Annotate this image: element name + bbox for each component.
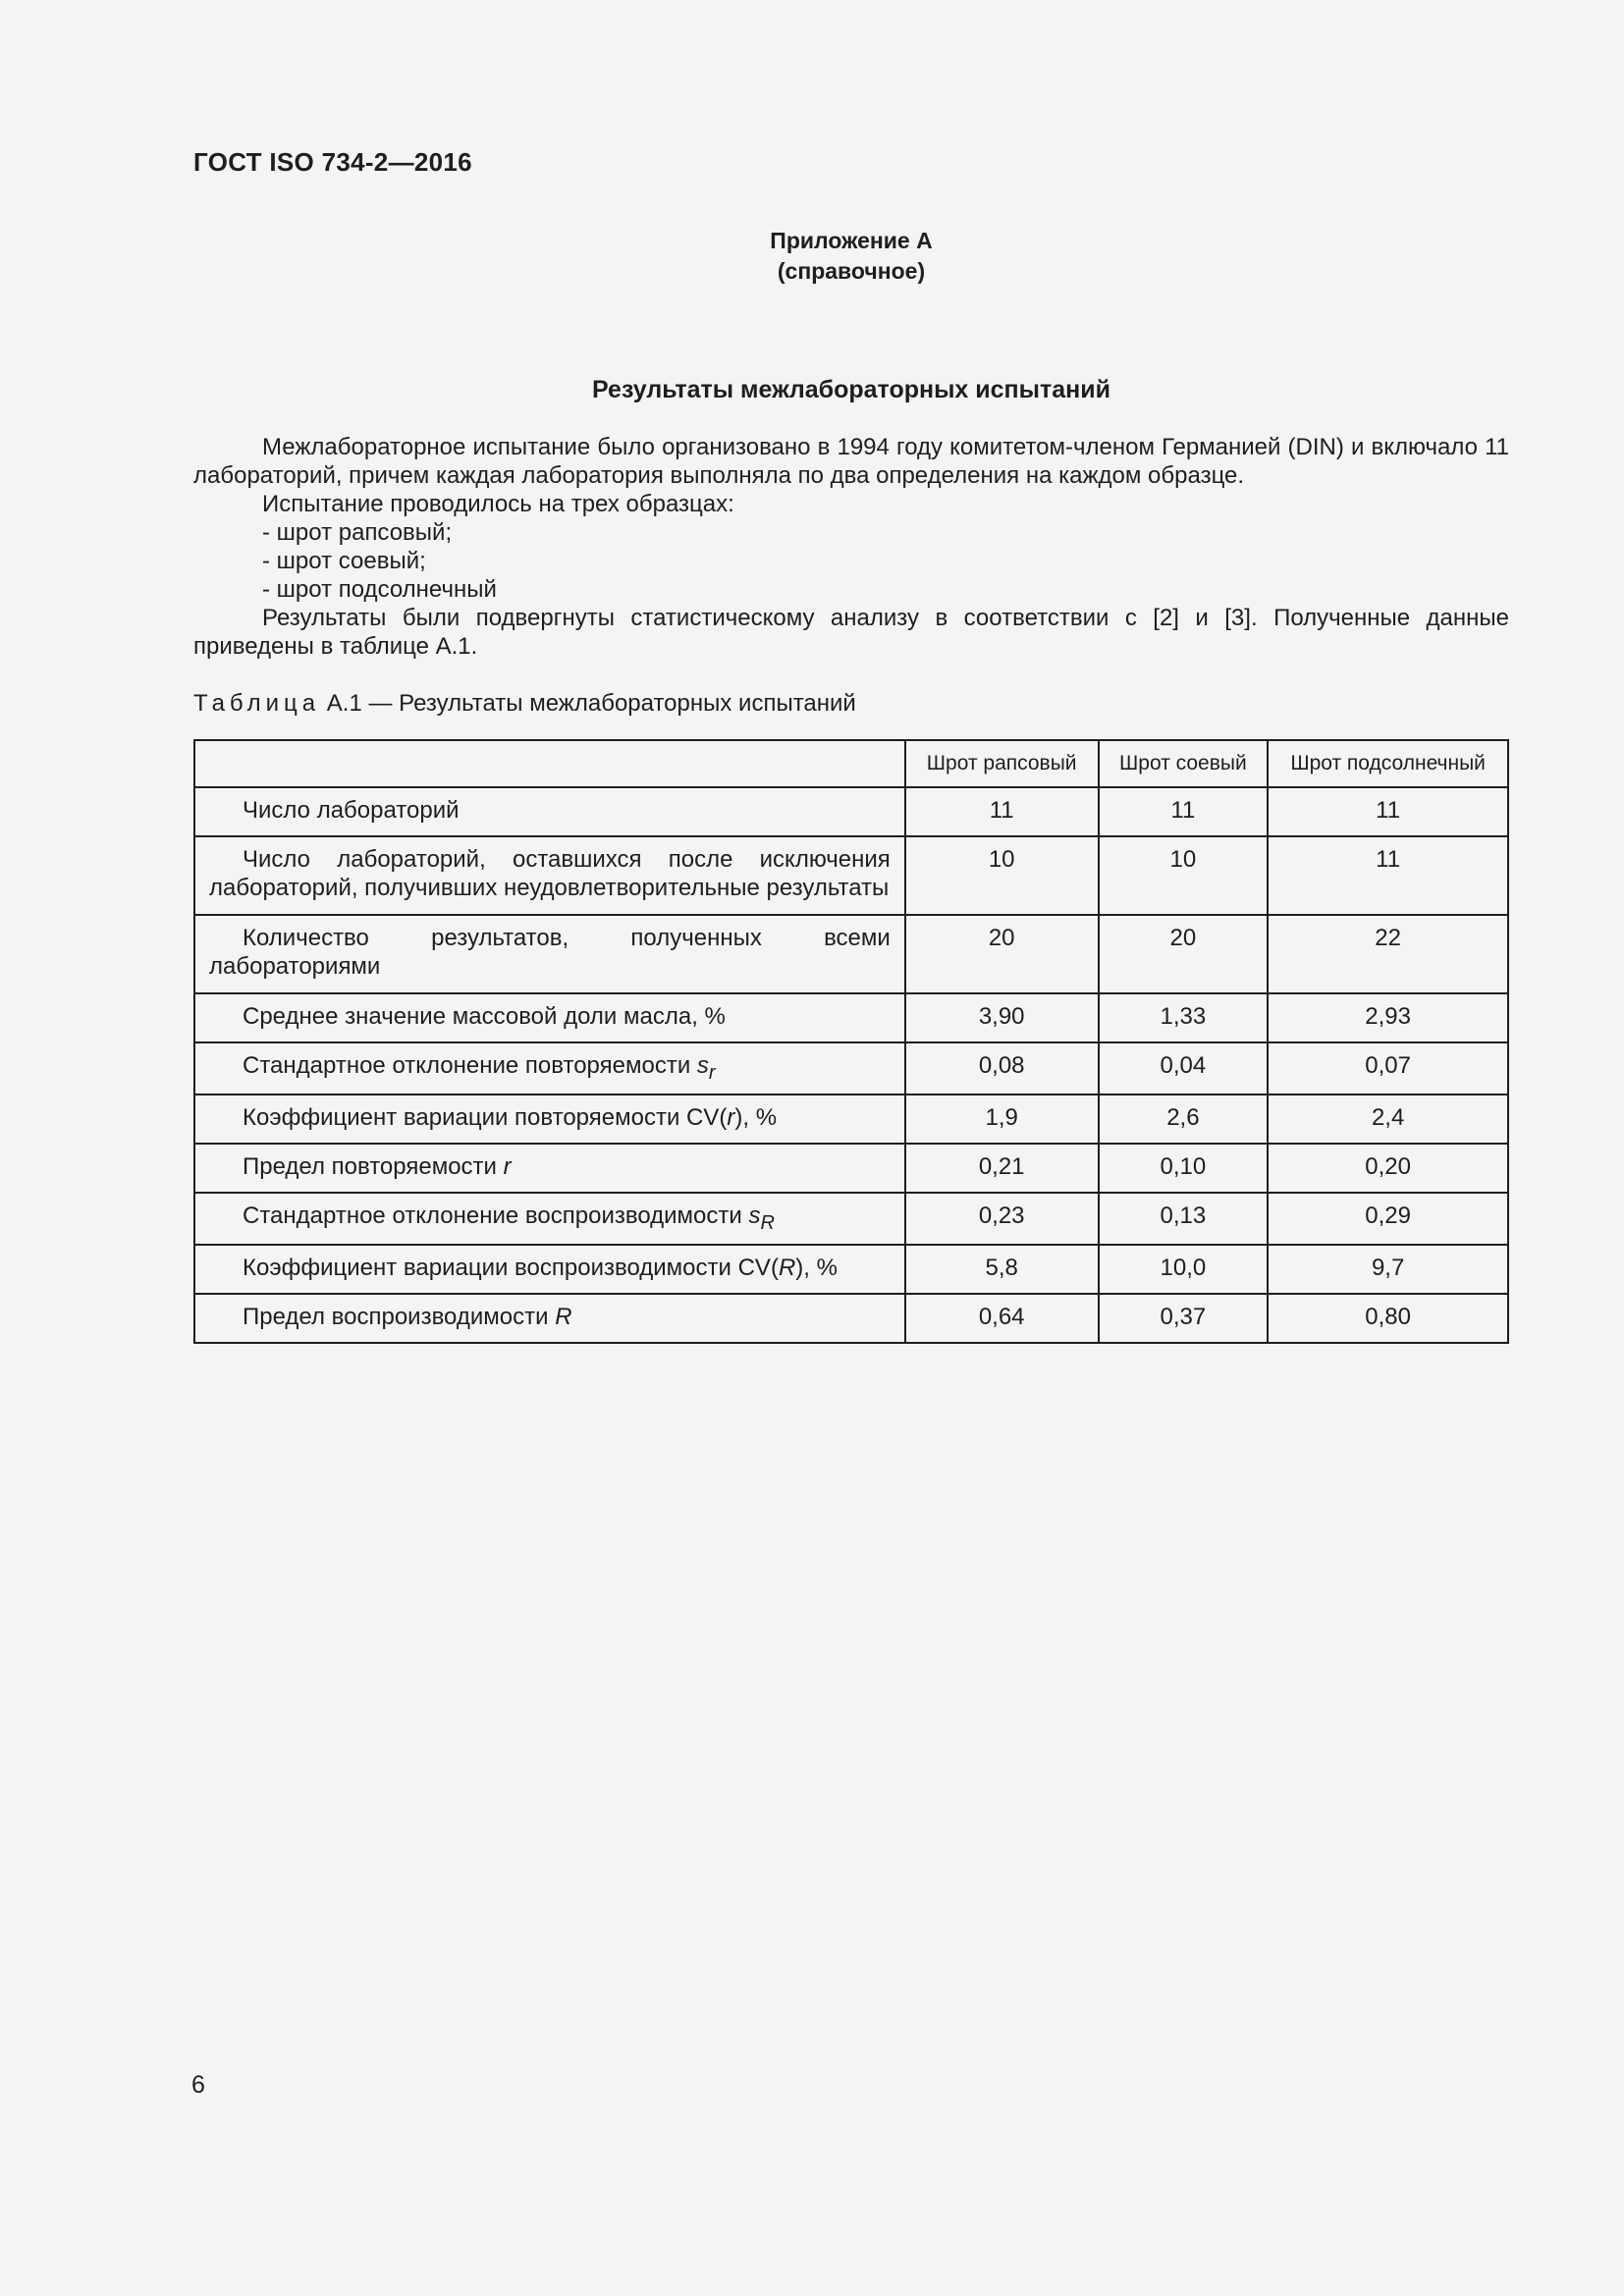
row-label-text: Предел воспроизводимости bbox=[243, 1303, 549, 1330]
table-row bbox=[194, 1095, 1508, 1144]
row-label-text: Стандартное отклонение повторяемости bbox=[243, 1052, 691, 1079]
cell-value: 0,64 bbox=[905, 1294, 1099, 1343]
cell-value: 11 bbox=[1268, 787, 1508, 836]
row-label-subscript: R bbox=[760, 1211, 775, 1234]
table-row bbox=[194, 993, 1508, 1042]
row-label-symbol: r bbox=[503, 1152, 512, 1180]
page-number: 6 bbox=[191, 2071, 205, 2099]
cell-value: 1,9 bbox=[905, 1095, 1099, 1144]
row-label-symbol: r bbox=[727, 1103, 735, 1131]
cell-value: 0,29 bbox=[1268, 1193, 1508, 1245]
row-label bbox=[194, 1095, 905, 1144]
cell-value: 0,04 bbox=[1099, 1042, 1269, 1095]
document-header: ГОСТ ISO 734-2—2016 bbox=[193, 147, 472, 177]
row-label: Число лабораторий, оставшихся после исключения лабораторий, получивших неудовлетворительные результаты bbox=[194, 836, 905, 915]
list-item: - шрот подсолнечный bbox=[262, 576, 497, 603]
row-label: Число лабораторий bbox=[194, 787, 905, 836]
cell-value: 10 bbox=[905, 836, 1099, 915]
table-row bbox=[194, 1245, 1508, 1294]
table-row bbox=[194, 787, 1508, 836]
cell-value: 11 bbox=[905, 787, 1099, 836]
cell-value: 10 bbox=[1099, 836, 1269, 915]
table-row bbox=[194, 1193, 1508, 1245]
cell-value: 0,80 bbox=[1268, 1294, 1508, 1343]
column-header-rapeseed: Шрот рапсовый bbox=[905, 740, 1099, 787]
cell-value: 0,13 bbox=[1099, 1193, 1269, 1245]
table-caption bbox=[193, 690, 856, 718]
table-row bbox=[194, 915, 1508, 993]
cell-value: 0,21 bbox=[905, 1144, 1099, 1193]
cell-value: 9,7 bbox=[1268, 1245, 1508, 1294]
row-label bbox=[194, 1245, 905, 1294]
cell-value: 11 bbox=[1099, 787, 1269, 836]
column-header-sunflower: Шрот подсолнечный bbox=[1268, 740, 1508, 787]
cell-value: 5,8 bbox=[905, 1245, 1099, 1294]
body-text bbox=[193, 433, 1509, 661]
cell-value: 11 bbox=[1268, 836, 1508, 915]
row-label: Среднее значение массовой доли масла, % bbox=[194, 993, 905, 1042]
row-label-symbol: s bbox=[696, 1052, 709, 1079]
table-row bbox=[194, 836, 1508, 915]
row-label bbox=[194, 1294, 905, 1343]
table-row bbox=[194, 1294, 1508, 1343]
row-label bbox=[194, 1144, 905, 1193]
column-header-soybean: Шрот соевый bbox=[1099, 740, 1269, 787]
cell-value: 0,20 bbox=[1268, 1144, 1508, 1193]
cell-value: 2,6 bbox=[1099, 1095, 1269, 1144]
cell-value: 22 bbox=[1268, 915, 1508, 993]
row-label-text: Предел повторяемости bbox=[243, 1152, 497, 1180]
list-item: - шрот рапсовый; bbox=[262, 519, 453, 546]
cell-value: 2,4 bbox=[1268, 1095, 1508, 1144]
annex-heading bbox=[0, 226, 1624, 287]
row-label bbox=[194, 1042, 905, 1095]
annex-kind: (справочное) bbox=[777, 258, 926, 284]
paragraph-intro: Межлабораторное испытание было организовано в 1994 году комитетом-членом Германией (DIN) и включало 11 лабораторий, причем каждая лаборатория выполняла по два определения на каждом образце. bbox=[193, 434, 1509, 489]
results-table bbox=[193, 739, 1509, 1344]
paragraph-results: Результаты были подвергнуты статистическому анализу в соответствии с [2] и [3]. Полученные данные приведены в таблице А.1. bbox=[193, 605, 1509, 660]
cell-value: 20 bbox=[905, 915, 1099, 993]
annex-title: Приложение А bbox=[770, 228, 933, 253]
row-label-text: Коэффициент вариации повторяемости CV( bbox=[243, 1103, 728, 1131]
cell-value: 10,0 bbox=[1099, 1245, 1269, 1294]
table-row bbox=[194, 1144, 1508, 1193]
row-label-symbol: R bbox=[555, 1303, 572, 1330]
cell-value: 0,07 bbox=[1268, 1042, 1508, 1095]
row-label-text: Стандартное отклонение воспроизводимости bbox=[243, 1201, 742, 1229]
table-caption-title: А.1 — Результаты межлабораторных испытаний bbox=[326, 690, 856, 717]
cell-value: 1,33 bbox=[1099, 993, 1269, 1042]
cell-value: 2,93 bbox=[1268, 993, 1508, 1042]
cell-value: 20 bbox=[1099, 915, 1269, 993]
column-header-parameter bbox=[194, 740, 905, 787]
section-title: Результаты межлабораторных испытаний bbox=[591, 376, 1110, 403]
row-label-subscript: r bbox=[708, 1061, 716, 1084]
row-label-suffix: ), % bbox=[734, 1103, 778, 1131]
row-label-symbol: R bbox=[778, 1254, 796, 1281]
row-label: Количество результатов, полученных всеми лабораториями bbox=[194, 915, 905, 993]
paragraph-samples: Испытание проводилось на трех образцах: bbox=[262, 491, 734, 517]
row-label-text: Коэффициент вариации воспроизводимости CV( bbox=[243, 1254, 779, 1281]
row-label-suffix: ), % bbox=[795, 1254, 838, 1281]
cell-value: 0,10 bbox=[1099, 1144, 1269, 1193]
cell-value: 0,08 bbox=[905, 1042, 1099, 1095]
row-label bbox=[194, 1193, 905, 1245]
cell-value: 0,37 bbox=[1099, 1294, 1269, 1343]
list-item: - шрот соевый; bbox=[262, 548, 426, 574]
table-caption-label: Таблица bbox=[193, 690, 321, 717]
table-row bbox=[194, 1042, 1508, 1095]
table-header-row bbox=[194, 740, 1508, 787]
cell-value: 0,23 bbox=[905, 1193, 1099, 1245]
row-label-symbol: s bbox=[748, 1201, 761, 1229]
cell-value: 3,90 bbox=[905, 993, 1099, 1042]
